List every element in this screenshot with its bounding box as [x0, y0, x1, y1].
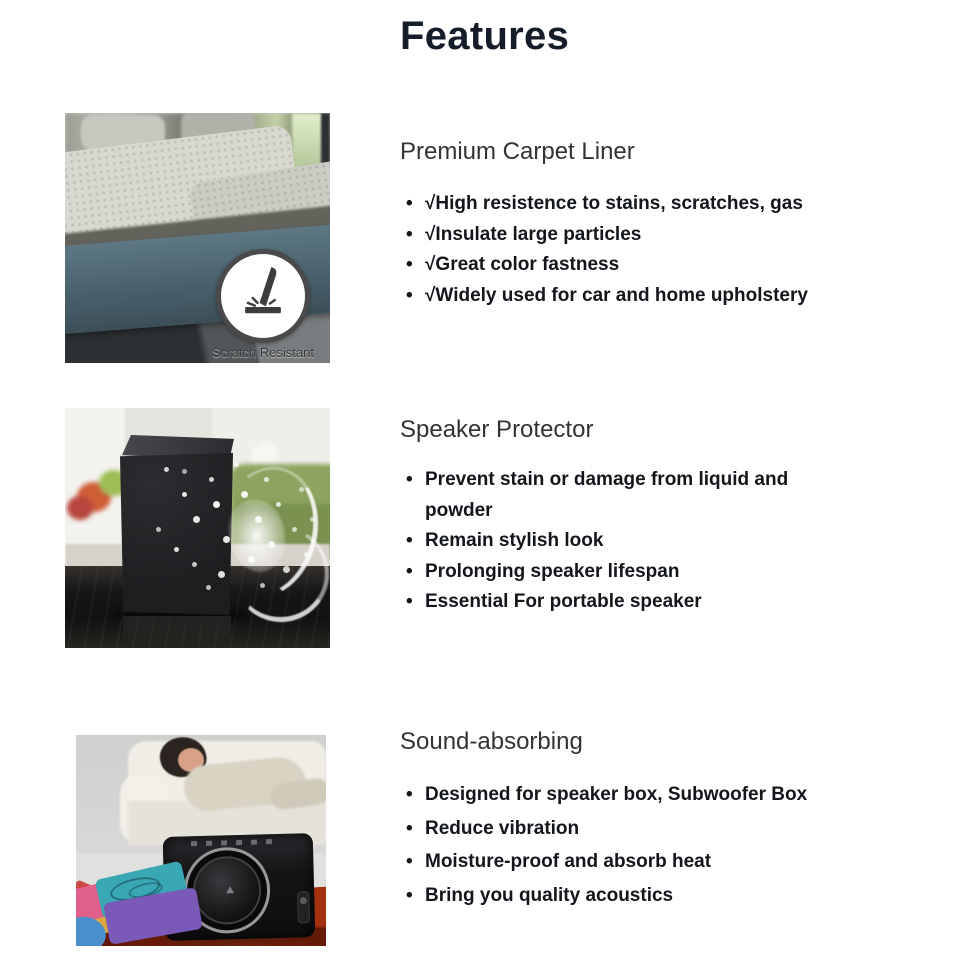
feature-section-speaker-protector — [400, 415, 870, 618]
badge-label: Scratch Resistant — [212, 345, 314, 360]
bullet-item: • Prolonging speaker lifespan — [400, 557, 848, 588]
bullet-item: • √High resistence to stains, scratches, gas — [400, 189, 848, 220]
red-cushion — [67, 496, 93, 520]
bullet-item: • Designed for speaker box, Subwoofer Box — [400, 778, 848, 812]
feature-heading: Speaker Protector — [400, 416, 594, 443]
bullet-item: • √Great color fastness — [400, 250, 848, 281]
bullet-item: • Reduce vibration — [400, 812, 848, 846]
feature-bullet-list — [400, 189, 848, 311]
bullet-item: • √Insulate large particles — [400, 220, 848, 251]
feature-bullet-list — [400, 778, 848, 912]
subwoofer-terminal — [297, 891, 310, 923]
carpet-liner-image — [65, 113, 330, 363]
water-droplets — [65, 408, 68, 411]
feature-heading: Sound-absorbing — [400, 728, 583, 755]
bullet-item: • Remain stylish look — [400, 526, 848, 557]
bullet-item: • Bring you quality acoustics — [400, 879, 848, 913]
scratch-resistant-badge — [213, 249, 313, 363]
sound-absorbing-image — [76, 735, 326, 946]
page-title: Features — [400, 14, 570, 58]
bullet-item: • Prevent stain or damage from liquid and powder — [400, 465, 848, 526]
speaker-reflection — [123, 616, 231, 644]
bullet-item: • Essential For portable speaker — [400, 587, 848, 618]
feature-heading: Premium Carpet Liner — [400, 138, 635, 165]
feature-section-carpet-liner — [400, 137, 870, 311]
speaker-protector-image — [65, 408, 330, 648]
bullet-item: • √Widely used for car and home upholstery — [400, 281, 848, 312]
knife-scratch-icon — [230, 263, 296, 329]
feature-section-sound-absorbing — [400, 727, 870, 912]
bullet-item: • Moisture-proof and absorb heat — [400, 845, 848, 879]
scratch-resistant-icon — [216, 249, 310, 343]
subwoofer-logo-marks — [191, 839, 275, 846]
feature-bullet-list — [400, 465, 848, 618]
